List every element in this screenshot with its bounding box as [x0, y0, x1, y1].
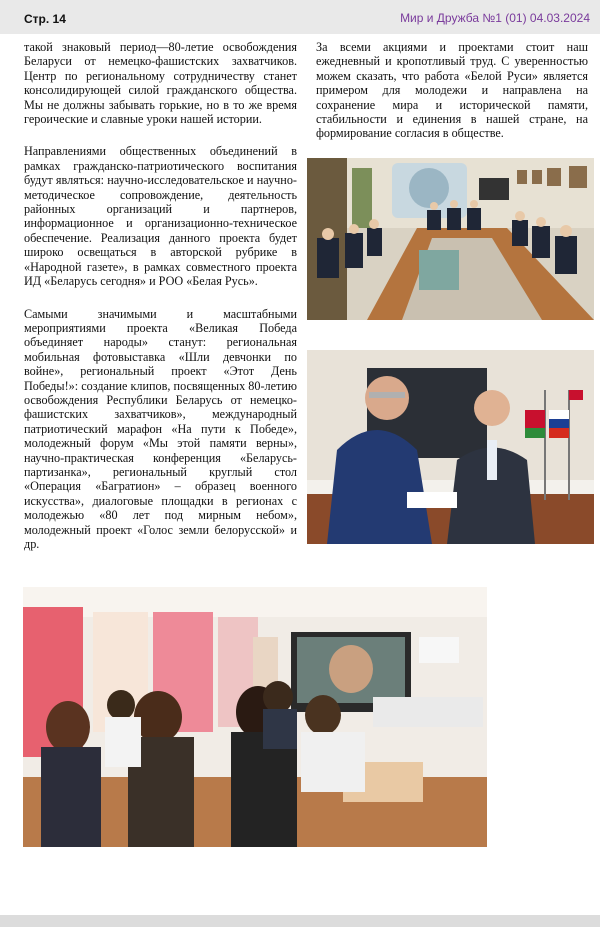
paragraph-2: Направлениями общественных объединений в рамках гражданско-патриотического воспитания будут являться: научно-исследовательское и научно-методическое сопровождение, деятельность районных организаций и партнеров, информационное и организационно-техническое обеспечение. Реализация данного проекта будет широко освещаться в авторской рубрике в «Народной газете», в рамках совместного проекта ИД «Беларусь сегодня» и РОО «Белая Русь». — [24, 144, 297, 289]
page-header — [0, 0, 600, 34]
paragraph-4: За всеми акциями и проектами стоит наш ежедневный и кропотливый труд. С уверенностью можем сказать, что работа «Белой Руси» является примером для молодежи и направлена на сохранение мира и исторической памяти, стабильности и единения в нашей стране, на формирование согласия в обществе. — [316, 40, 588, 141]
photo-classroom-video-call — [23, 587, 487, 847]
masthead-title: Мир и Дружба №1 (01) 04.03.2024 — [400, 11, 590, 25]
photo-meeting-room — [307, 158, 594, 320]
photo-signing-ceremony — [307, 350, 594, 544]
right-column — [316, 40, 588, 159]
paragraph-3: Самыми значимыми и масштабными мероприятиями проекта «Великая Победа объединяет народы» станут: региональная мобильная фотовыставка «Шли девчонки по войне», региональный проект «Этот День Победы!»: создание клипов, посвященных 80-летию освобождения Республики Беларусь от немецко-фашистских захватчиков», международный патриотический марафон «На пути к Победе», молодежный форум «Мы этой памяти верны», научно-практическая конференция «Беларусь-партизанка», региональный круглый стол «Операция «Багратион» – образец военного искусства», диалоговые площадки в регионах с молодежью «80 лет под мирным небом», молодежный проект «Голос земли белорусской» и др. — [24, 306, 297, 551]
page-number: Стр. 14 — [24, 12, 66, 26]
left-column — [24, 40, 297, 569]
paragraph-1: такой знаковый период—80-летие освобождения Беларуси от немецко-фашистских захватчиков. Центр по региональному сотрудничеству станет консолидирующей силой гражданского общества. Мы не должны забывать горькие, но в то же время героические и славные уроки нашей истории. — [24, 40, 297, 127]
footer-bar — [0, 915, 600, 927]
